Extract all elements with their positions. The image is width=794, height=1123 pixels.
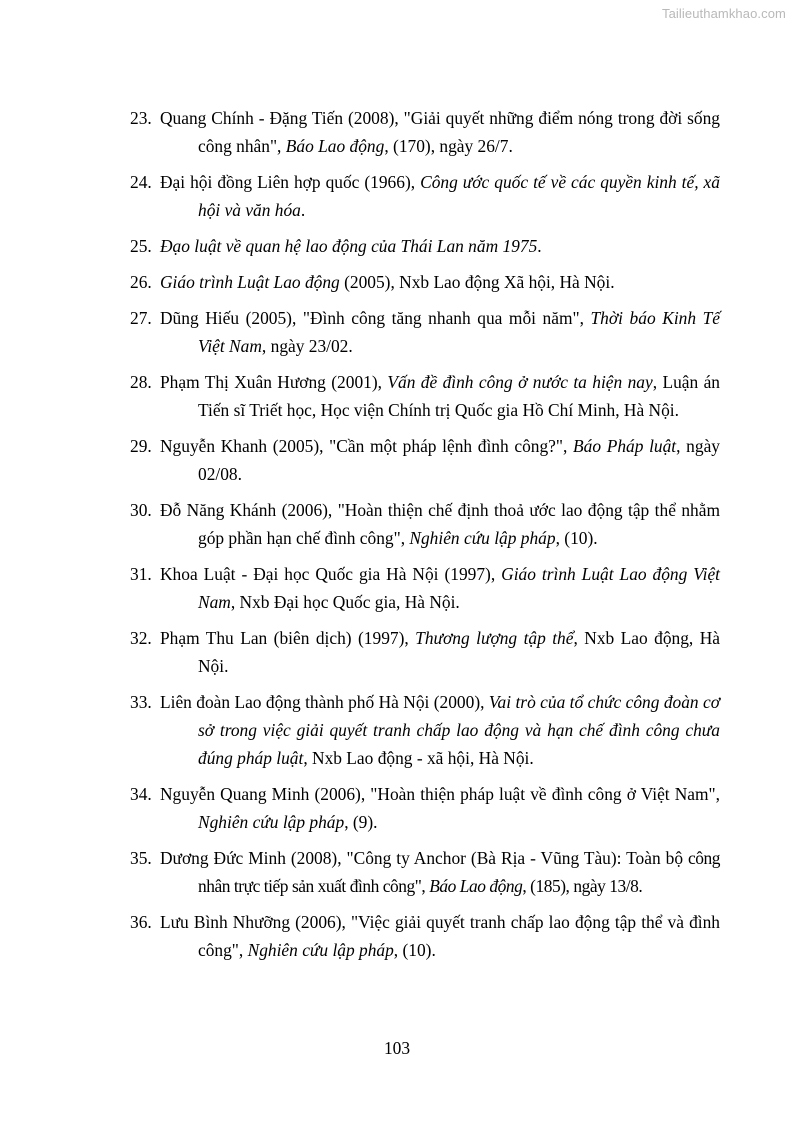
reference-segment: , (10). bbox=[555, 528, 598, 548]
reference-segment: Dương Đức Minh (2008), "Công ty Anchor (Bà Rịa - Vũng Tàu): Toàn bộ bbox=[160, 848, 688, 868]
reference-segment: Nguyễn Quang Minh (2006), "Hoàn thiện pháp luật về đình công ở Việt Nam", bbox=[160, 784, 720, 804]
reference-segment: , ngày 02/08. bbox=[198, 436, 720, 484]
reference-item bbox=[130, 496, 720, 552]
reference-title: Nghiên cứu lập pháp bbox=[247, 940, 394, 960]
reference-segment: Đỗ Năng Khánh (2006), "Hoàn thiện chế định thoả ước lao động tập thể nhằm góp phần hạn chế đình công", bbox=[160, 500, 720, 548]
reference-segment: . bbox=[300, 200, 306, 220]
reference-text bbox=[160, 496, 720, 552]
reference-number: 30. bbox=[130, 500, 152, 520]
watermark: Tailieuthamkhao.com bbox=[661, 6, 786, 21]
reference-segment: , ngày 23/02. bbox=[261, 336, 353, 356]
reference-title: Nghiên cứu lập pháp bbox=[198, 812, 345, 832]
reference-segment: Khoa Luật - Đại học Quốc gia Hà Nội (1997), bbox=[160, 564, 502, 584]
reference-item bbox=[130, 368, 720, 424]
reference-number: 27. bbox=[130, 308, 152, 328]
reference-text bbox=[160, 368, 720, 424]
reference-text bbox=[160, 232, 720, 260]
reference-title: Thời báo Kinh Tế Việt Nam bbox=[198, 308, 720, 356]
reference-title: Nghiên cứu lập pháp bbox=[409, 528, 556, 548]
reference-item bbox=[130, 624, 720, 680]
reference-number: 26. bbox=[130, 272, 152, 292]
reference-item bbox=[130, 268, 720, 296]
reference-title: Vai trò của tổ chức công đoàn cơ sở trong việc giải quyết tranh chấp lao động và hạn chế đình công chưa đúng pháp luật bbox=[198, 692, 720, 768]
reference-segment: , (185), ngày 13/8. bbox=[522, 876, 643, 896]
reference-item bbox=[130, 432, 720, 488]
reference-segment: Nguyễn Khanh (2005), "Cần một pháp lệnh đình công?", bbox=[160, 436, 574, 456]
reference-item bbox=[130, 844, 720, 900]
reference-text bbox=[160, 560, 720, 616]
reference-title: Vấn đề đình công ở nước ta hiện nay bbox=[387, 372, 653, 392]
reference-segment: Liên đoàn Lao động thành phố Hà Nội (2000), bbox=[160, 692, 489, 712]
reference-item bbox=[130, 304, 720, 360]
reference-number: 24. bbox=[130, 172, 152, 192]
reference-number: 36. bbox=[130, 912, 152, 932]
reference-text bbox=[160, 908, 720, 964]
reference-title: Báo Lao động bbox=[285, 136, 385, 156]
reference-segment: Đại hội đồng Liên hợp quốc (1966), bbox=[160, 172, 421, 192]
reference-title: Công ước quốc tế về các quyền kinh tế, xã hội và văn hóa bbox=[198, 172, 720, 220]
page-number: 103 bbox=[383, 1038, 411, 1058]
reference-segment: , Nxb Đại học Quốc gia, Hà Nội. bbox=[230, 592, 460, 612]
reference-segment: , (10). bbox=[393, 940, 436, 960]
reference-item bbox=[130, 688, 720, 772]
reference-title: Giáo trình Luật Lao động bbox=[160, 272, 340, 292]
reference-number: 25. bbox=[130, 236, 152, 256]
reference-number: 31. bbox=[130, 564, 152, 584]
reference-item bbox=[130, 908, 720, 964]
reference-segment: , (9). bbox=[344, 812, 378, 832]
reference-text bbox=[160, 688, 720, 772]
reference-segment: Lưu Bình Nhưỡng (2006), "Việc giải quyết tranh chấp lao động tập thể và đình công", bbox=[160, 912, 720, 960]
reference-number: 29. bbox=[130, 436, 152, 456]
reference-title: Thương lượng tập thể bbox=[415, 628, 574, 648]
reference-number: 32. bbox=[130, 628, 152, 648]
reference-segment: Dũng Hiếu (2005), "Đình công tăng nhanh qua mỗi năm", bbox=[160, 308, 591, 328]
reference-list bbox=[130, 104, 720, 964]
reference-segment: (2005), Nxb Lao động Xã hội, Hà Nội. bbox=[339, 272, 615, 292]
reference-item bbox=[130, 780, 720, 836]
reference-item bbox=[130, 232, 720, 260]
reference-title: Giáo trình Luật Lao động Việt Nam bbox=[198, 564, 720, 612]
reference-title: Báo Lao động bbox=[429, 876, 523, 896]
reference-segment: , Luận án Tiến sĩ Triết học, Học viện Chính trị Quốc gia Hồ Chí Minh, Hà Nội. bbox=[198, 372, 720, 420]
reference-segment: , (170), ngày 26/7. bbox=[384, 136, 513, 156]
reference-number: 23. bbox=[130, 108, 152, 128]
reference-segment: , Nxb Lao động - xã hội, Hà Nội. bbox=[303, 748, 534, 768]
reference-segment: Quang Chính - Đặng Tiến (2008), "Giải quyết những điểm nóng trong đời sống công nhân", bbox=[160, 108, 720, 156]
reference-segment: Phạm Thu Lan (biên dịch) (1997), bbox=[160, 628, 416, 648]
reference-number: 33. bbox=[130, 692, 152, 712]
reference-number: 35. bbox=[130, 848, 152, 868]
reference-number: 34. bbox=[130, 784, 152, 804]
reference-segment: , Nxb Lao động, Hà Nội. bbox=[198, 628, 720, 676]
reference-segment: Phạm Thị Xuân Hương (2001), bbox=[160, 372, 388, 392]
reference-item bbox=[130, 560, 720, 616]
reference-title: Báo Pháp luật bbox=[573, 436, 677, 456]
reference-text bbox=[160, 780, 720, 836]
reference-segment: . bbox=[537, 236, 542, 256]
reference-text bbox=[160, 268, 720, 296]
reference-number: 28. bbox=[130, 372, 152, 392]
reference-text bbox=[160, 168, 720, 224]
reference-text bbox=[160, 104, 720, 160]
reference-text bbox=[160, 844, 720, 900]
reference-title: Đạo luật về quan hệ lao động của Thái Lan năm 1975 bbox=[160, 236, 538, 256]
reference-item bbox=[130, 168, 720, 224]
reference-text bbox=[160, 624, 720, 680]
reference-text bbox=[160, 432, 720, 488]
reference-segment: công nhân trực tiếp sản xuất đình công", bbox=[198, 848, 720, 896]
reference-text bbox=[160, 304, 720, 360]
reference-item bbox=[130, 104, 720, 160]
